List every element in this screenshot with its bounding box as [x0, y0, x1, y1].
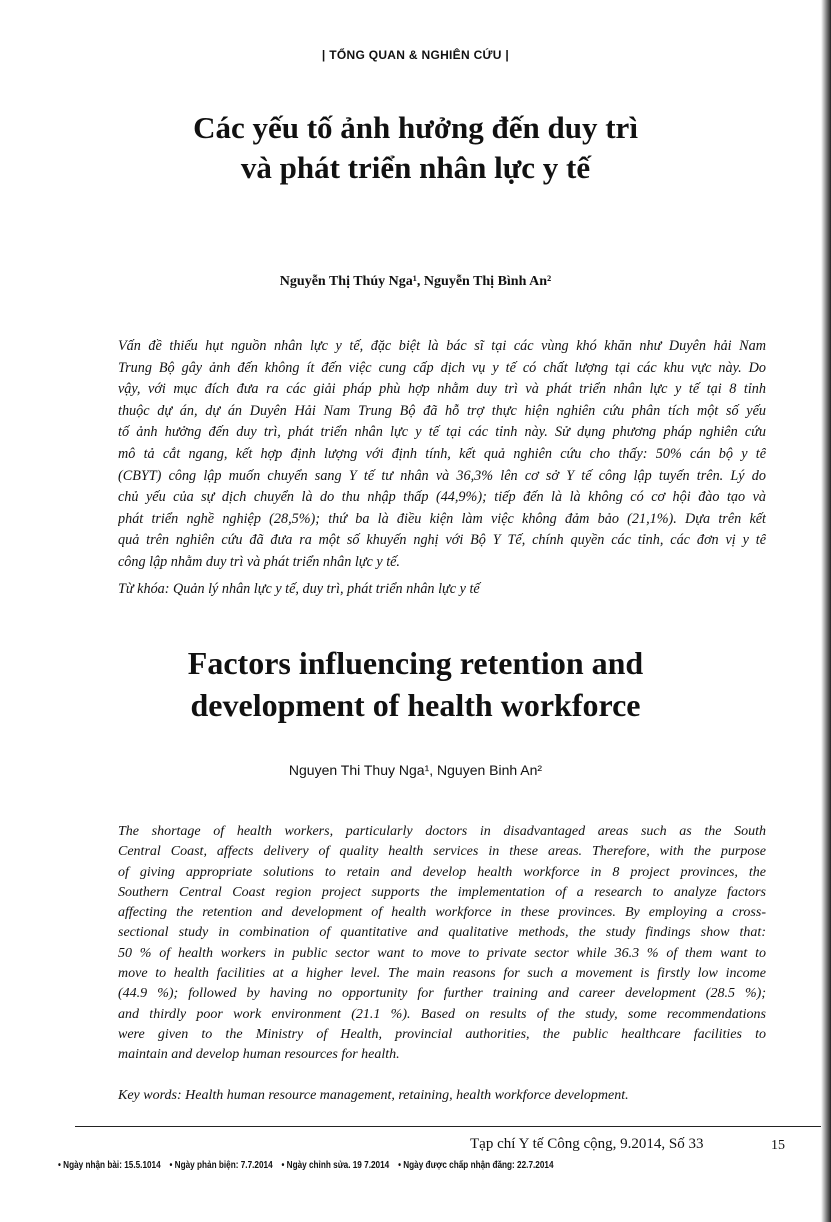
page-number: 15	[771, 1138, 785, 1153]
title-line: development of health workforce	[190, 687, 641, 723]
abstract-line: chủ yếu của sự dịch chuyển là do thu nhập thấp (44,9%); tiếp đến là là không có cơ hội đào tạo và	[118, 489, 766, 506]
abstract-line: (CBYT) công lập muốn chuyển sang Y tế tư nhân và 36,3% lên cơ sở Y tế công lập tuyến trên. Lý do	[118, 467, 766, 484]
title-line: Các yếu tố ảnh hưởng đến duy trì	[193, 110, 638, 145]
date-accepted: • Ngày được chấp nhận đăng: 22.7.2014	[398, 1160, 554, 1171]
abstract-line: phát triển nghề nghiệp (28,5%); thứ ba là điều kiện làm việc không đảm bảo (21,1%). Dựa trên kết	[118, 510, 766, 527]
vietnamese-abstract	[118, 336, 766, 574]
title-line: Factors influencing retention and	[187, 645, 644, 681]
date-received: • Ngày nhận bài: 15.5.1014	[58, 1160, 161, 1171]
submission-dates	[58, 1160, 560, 1171]
abstract-line: vậy, với mục đích đưa ra các giải pháp phù hợp nhằm duy trì và phát triển nhân lực y tế tại 8 tỉnh	[118, 381, 766, 398]
title-line: và phát triển nhân lực y tế	[240, 150, 591, 185]
abstract-line: Central Coast, affects delivery of quality health services in these areas. Therefore, with the purpose	[118, 844, 766, 860]
abstract-line: of giving appropriate solutions to retain and develop health workforce in 8 project provinces, the	[118, 864, 766, 880]
vietnamese-authors: Nguyễn Thị Thúy Nga¹, Nguyễn Thị Bình An²	[279, 274, 552, 289]
english-keywords: Key words: Health human resource management, retaining, health workforce development.	[118, 1088, 629, 1103]
abstract-line: mô tả cắt ngang, kết hợp định lượng với định tính, kết quả nghiên cứu cho thấy: 50% cán bộ y tế	[118, 445, 766, 462]
abstract-line: move to health facilities at a higher level. The main reasons for such a movement is firstly low income	[118, 966, 766, 982]
abstract-line: sectional study in combination of quantitative and qualitative methods, the study findings show that:	[118, 925, 766, 941]
journal-citation: Tạp chí Y tế Công cộng, 9.2014, Số 33	[470, 1136, 704, 1152]
abstract-line: and thirdly poor work environment (21.1 %). Based on results of the study, some recommendations	[118, 1006, 766, 1022]
abstract-line: quả trên nghiên cứu đã đưa ra một số khuyến nghị với Bộ Y Tế, chính quyền các tỉnh, các đơn vị y tế	[118, 532, 766, 549]
abstract-line: Vấn đề thiếu hụt nguồn nhân lực y tế, đặc biệt là bác sĩ tại các vùng khó khăn như Duyên hải Nam	[118, 338, 766, 354]
english-abstract	[118, 822, 766, 1066]
abstract-line: tố ảnh hưởng đến duy trì, phát triển nhân lực y tế tại các tỉnh này. Sử dụng phương pháp nghiên cứu	[118, 424, 766, 441]
abstract-line: The shortage of health workers, particularly doctors in disadvantaged areas such as the South	[118, 824, 766, 839]
date-revised: • Ngày chỉnh sửa. 19 7.2014	[281, 1160, 390, 1171]
abstract-line: affecting the retention and development of health workforce in these provinces. By employing a cross-	[118, 905, 766, 921]
abstract-line: 50 % of health workers in public sector want to move to private sector while 36.3 % of them want to	[118, 945, 766, 961]
footer-rule	[75, 1126, 830, 1127]
english-authors: Nguyen Thi Thuy Nga¹, Nguyen Binh An²	[288, 762, 543, 778]
english-title	[0, 642, 831, 726]
abstract-line: Southern Central Coast region project supports the implementation of a research to analyze factors	[118, 884, 766, 900]
abstract-line: thuộc dự án, dự án Duyên Hải Nam Trung Bộ đã hỗ trợ thực hiện nghiên cứu phân tích một số yếu	[118, 402, 766, 419]
vietnamese-title	[0, 108, 831, 188]
section-header: | TỔNG QUAN & NGHIÊN CỨU |	[321, 48, 510, 62]
scan-edge	[821, 0, 831, 1222]
abstract-line: Trung Bộ gây ảnh đến không ít đến việc cung cấp dịch vụ y tế có chất lượng tại các khu vực này. Do	[118, 359, 766, 376]
abstract-line: maintain and develop human resources for health.	[118, 1047, 400, 1063]
abstract-line: công lập nhằm duy trì và phát triển nhân lực y tế.	[118, 553, 400, 570]
abstract-line: were given to the Ministry of Health, provincial authorities, the public healthcare facilities to	[118, 1026, 766, 1042]
date-reviewed: • Ngày phản biện: 7.7.2014	[169, 1160, 273, 1171]
abstract-line: (44.9 %); followed by having no opportunity for further training and career development (28.5 %);	[118, 986, 766, 1002]
vietnamese-keywords: Từ khóa: Quản lý nhân lực y tế, duy trì, phát triển nhân lực y tế	[118, 581, 480, 597]
